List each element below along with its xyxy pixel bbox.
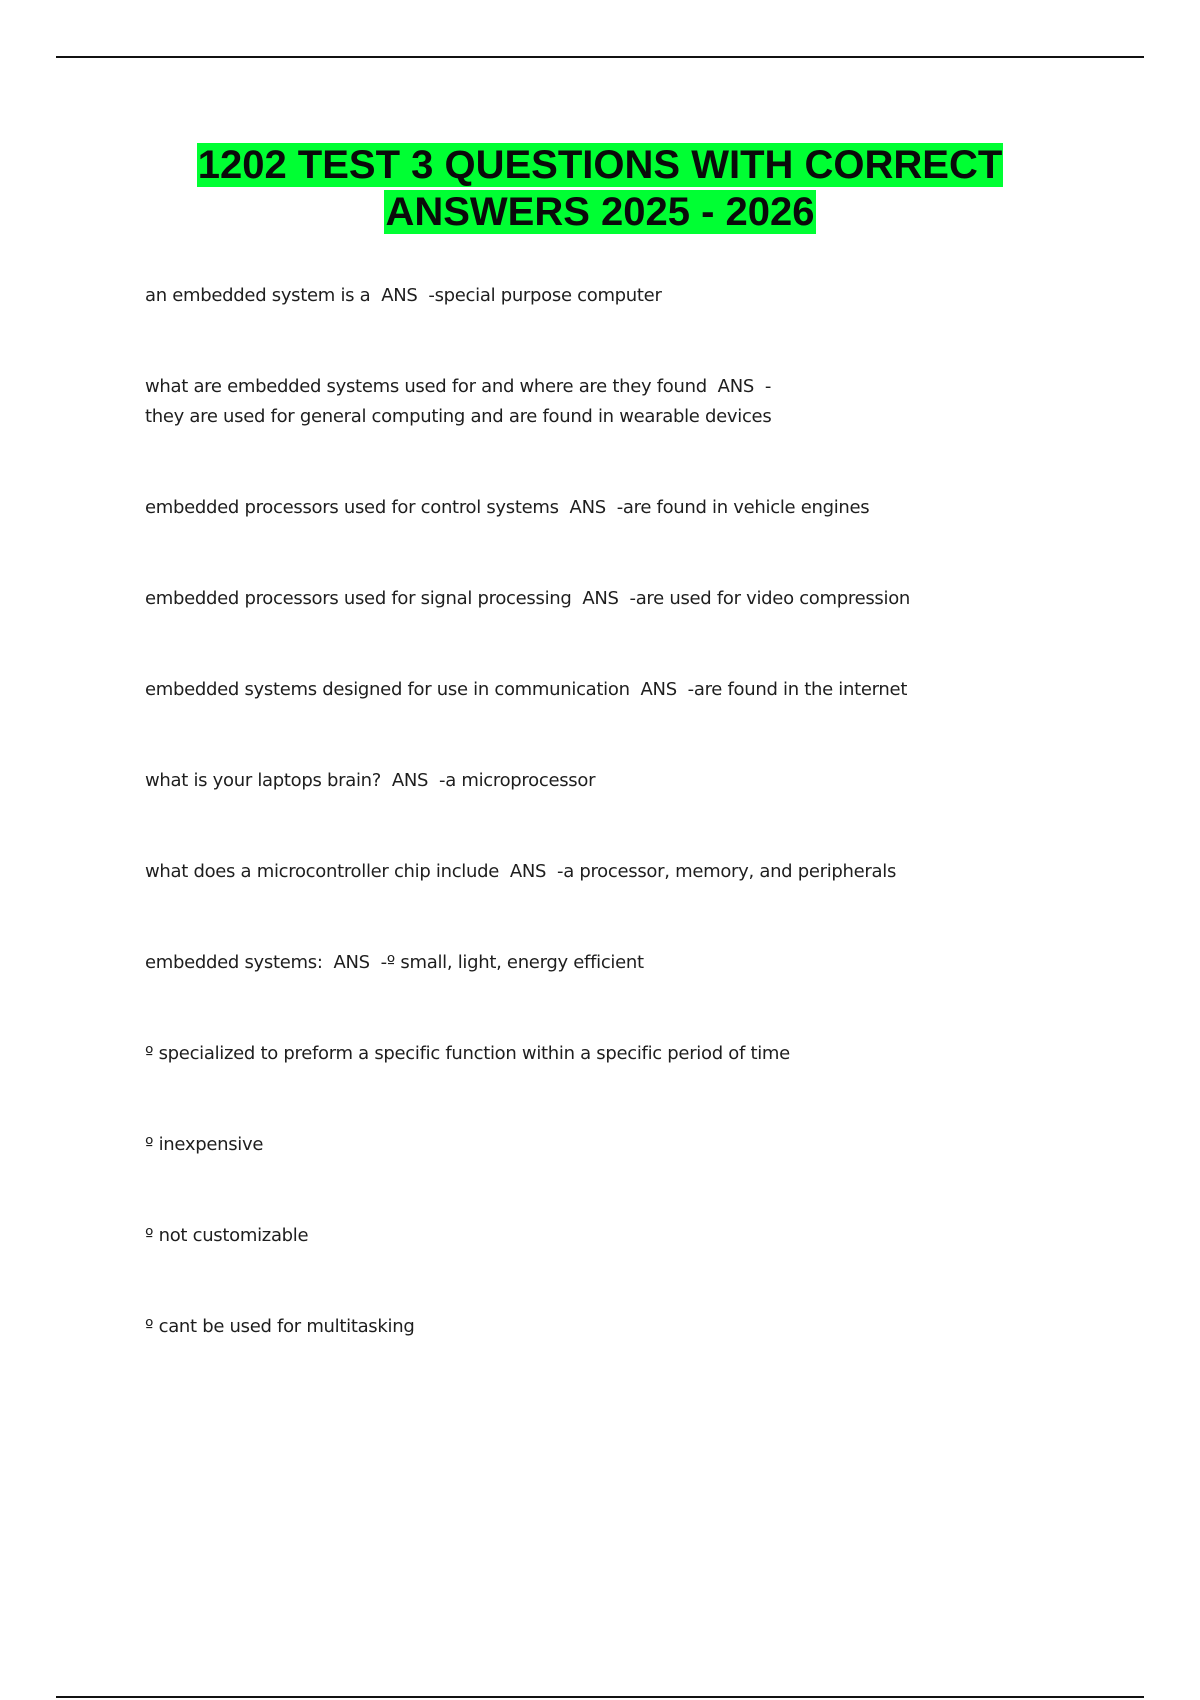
bullet-text: º cant be used for multitasking (145, 1316, 415, 1337)
qa-item (145, 766, 1105, 796)
answer-text: a processor, memory, and peripherals (563, 861, 897, 882)
bottom-rule (56, 1696, 1144, 1698)
question-text: embedded systems designed for use in communication ANS - (145, 679, 694, 700)
question-text: embedded systems: ANS - (145, 952, 387, 973)
answer-text: a microprocessor (445, 770, 596, 791)
question-text: what does a microcontroller chip include ANS - (145, 861, 564, 882)
qa-item (145, 372, 1105, 432)
bullet-text: º not customizable (145, 1225, 309, 1246)
qa-item (145, 584, 1105, 614)
bullet-item (145, 1312, 1105, 1342)
question-text: what are embedded systems used for and where are they found ANS - (145, 376, 772, 397)
bullet-item (145, 1130, 1105, 1160)
bullet-text: º specialized to preform a specific function within a specific period of time (145, 1043, 790, 1064)
question-text: an embedded system is a ANS - (145, 285, 435, 306)
answer-text: are used for video compression (635, 588, 911, 609)
document-title: 1202 TEST 3 QUESTIONS WITH CORRECT ANSWERS 2025 - 2026 (197, 143, 1003, 234)
qa-item (145, 493, 1105, 523)
answer-text: special purpose computer (434, 285, 662, 306)
qa-list (145, 281, 1105, 1342)
top-rule (56, 56, 1144, 58)
answer-text: they are used for general computing and are found in wearable devices (145, 406, 772, 427)
bullet-item (145, 1221, 1105, 1251)
answer-text: º small, light, energy efficient (386, 952, 644, 973)
qa-item (145, 948, 1105, 978)
bullet-item (145, 1039, 1105, 1069)
answer-text: are found in vehicle engines (622, 497, 870, 518)
qa-item (145, 857, 1105, 887)
qa-item (145, 281, 1105, 311)
bullet-text: º inexpensive (145, 1134, 264, 1155)
qa-item (145, 675, 1105, 705)
answer-text: are found in the internet (693, 679, 908, 700)
question-text: what is your laptops brain? ANS - (145, 770, 446, 791)
question-text: embedded processors used for signal processing ANS - (145, 588, 636, 609)
title-area (0, 142, 1200, 236)
question-text: embedded processors used for control systems ANS - (145, 497, 623, 518)
